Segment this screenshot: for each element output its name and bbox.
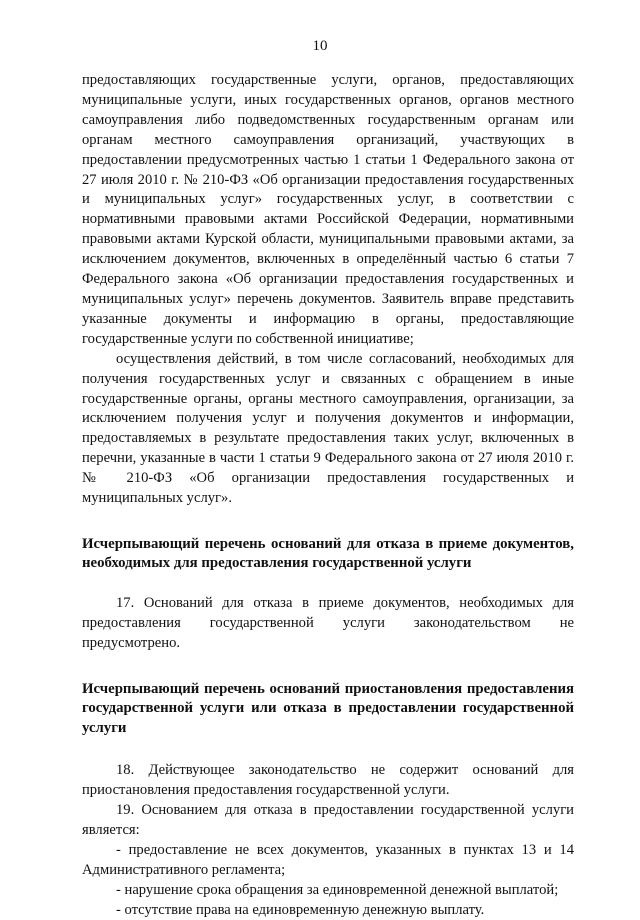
list-item-incomplete-documents: - предоставление не всех документов, указанных в пунктах 13 и 14 Административного регламента;	[82, 841, 574, 881]
document-body	[82, 71, 574, 920]
paragraph-17: 17. Оснований для отказа в приеме документов, необходимых для предоставления государственной услуги законодательством не предусмотрено.	[82, 594, 574, 654]
list-item-no-right: - отсутствие права на единовременную денежную выплату.	[82, 901, 574, 920]
paragraph-actions: осуществления действий, в том числе согласований, необходимых для получения государственных услуг и связанных с обращением в иные государственные органы, органы местного самоуправления, организации, за исключением получения услуг и получения документов и информации, предоставляемых в результате предоставления таких услуг, включенных в перечни, указанные в части 1 статьи 9 Федерального закона от 27 июля 2010 г. № 210-ФЗ «Об организации предоставления государственных и муниципальных услуг».	[82, 350, 574, 509]
page-number: 10	[0, 38, 640, 55]
paragraph-19: 19. Основанием для отказа в предоставлении государственной услуги является:	[82, 801, 574, 841]
paragraph-18: 18. Действующее законодательство не содержит оснований для приостановления предоставления государственной услуги.	[82, 761, 574, 801]
list-item-deadline-violation: - нарушение срока обращения за единовременной денежной выплатой;	[82, 881, 574, 901]
paragraph-continuation: предоставляющих государственные услуги, органов, предоставляющих муниципальные услуги, иных государственных органов, органов местного самоуправления либо подведомственных государственным органам или органам местного самоуправления организаций, участвующих в предоставлении предусмотренных частью 1 статьи 1 Федерального закона от 27 июля 2010 г. № 210-ФЗ «Об организации предоставления государственных и муниципальных услуг» государственных услуг, в соответствии с нормативными правовыми актами Российской Федерации, нормативными правовыми актами Курской области, муниципальными правовыми актами, за исключением документов, включенных в определённый частью 6 статьи 7 Федерального закона «Об организации предоставления государственных и муниципальных услуг» перечень документов. Заявитель вправе представить указанные документы и информацию в органы, предоставляющие государственные услуги по собственной инициативе;	[82, 71, 574, 350]
section-heading-suspension-refusal: Исчерпывающий перечень оснований приостановления предоставления государственной услуги или отказа в предоставлении государственной услуги	[82, 680, 574, 739]
section-heading-refusal-acceptance: Исчерпывающий перечень оснований для отказа в приеме документов, необходимых для предоставления государственной услуги	[82, 535, 574, 574]
